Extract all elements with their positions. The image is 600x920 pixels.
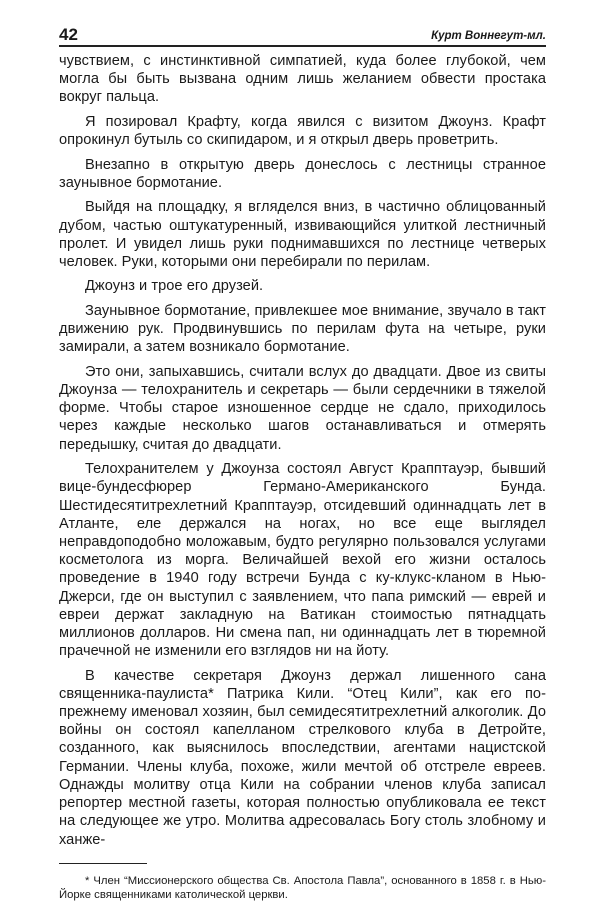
body-text [59, 52, 546, 849]
paragraph: Выйдя на площадку, я вгляделся вниз, в частично облицованный дубом, частью оштукатуренный, извивающийся улиткой лестничный пролет. И увидел лишь руки поднимавшихся по лестнице четверых человек. Руки, которыми они перебирали по перилам. [59, 199, 546, 270]
paragraph: Внезапно в открытую дверь донеслось с лестницы странное заунывное бормотание. [59, 156, 546, 191]
footnote: * Член “Миссионерского общества Св. Апостола Павла”, основанного в 1858 г. в Нью-Йорке священниками католической церкви. [59, 874, 546, 901]
footnote-rule [59, 863, 147, 864]
paragraph: Телохранителем у Джоунза состоял Август Крапптауэр, бывший вице-бундесфюрер Германо-Американского Бунда. Шестидесятитрехлетний Крапптауэр, отсидевший одиннадцать лет в Атланте, еле держался на ногах, но все еще выглядел неправдоподобно моложавым, будто регулярно пользовался услугами косметолога из морга. Величайшей вехой его жизни осталось проведение в 1940 году встречи Бунда с ку-клукс-кланом в Нью-Джерси, где он выступил с заявлением, что папа римский — еврей и евреи держат закладную на Ватикан стоимостью пятнадцать миллионов долларов. Ни смена пап, ни одиннадцать лет в тюремной прачечной не изменили его взглядов ни на йоту. [59, 461, 546, 660]
header-rule [59, 45, 546, 47]
running-head [59, 24, 546, 43]
paragraph: Я позировал Крафту, когда явился с визитом Джоунз. Крафт опрокинул бутыль со скипидаром, и я открыл дверь проветрить. [59, 113, 546, 149]
paragraph: Заунывное бормотание, привлекшее мое внимание, звучало в такт движению рук. Продвинувшись по перилам фута на четыре, руки замирали, а затем возникало бормотание. [59, 302, 546, 356]
paragraph: В качестве секретаря Джоунз держал лишенного сана священника-паулиста* Патрика Кили. “Отец Кили”, как его по-прежнему именовал хозяин, был семидесятитрехлетний алкоголик. До войны он состоял капелланом стрелкового клуба в Детройте, созданного, как выяснилось впоследствии, агентами нацистской Германии. Члены клуба, похоже, жили мечтой об отстреле евреев. Однажды молитву отца Кили на собрании членов клуба записал репортер местной газеты, которая полностью опубликовала ее текст на следующее же утро. Молитва адресовалась Богу столь злобному и ханже- [59, 667, 546, 848]
paragraph: Джоунз и трое его друзей. [85, 278, 264, 295]
page-number: 42 [59, 25, 78, 44]
book-page [59, 24, 546, 902]
running-title: Курт Воннегут-мл. [431, 30, 546, 42]
paragraph: чувствием, с инстинктивной симпатией, куда более глубокой, чем могла бы быть вызвана одним лишь желанием обвести простака вокруг пальца. [59, 53, 546, 106]
paragraph: Это они, запыхавшись, считали вслух до двадцати. Двое из свиты Джоунза — телохранитель и секретарь — были сердечники в тяжелой форме. Чтобы старое изношенное сердце не сдало, приходилось через каждые несколько шагов останавливаться и отмерять передышку, считая до двадцати. [59, 363, 546, 453]
